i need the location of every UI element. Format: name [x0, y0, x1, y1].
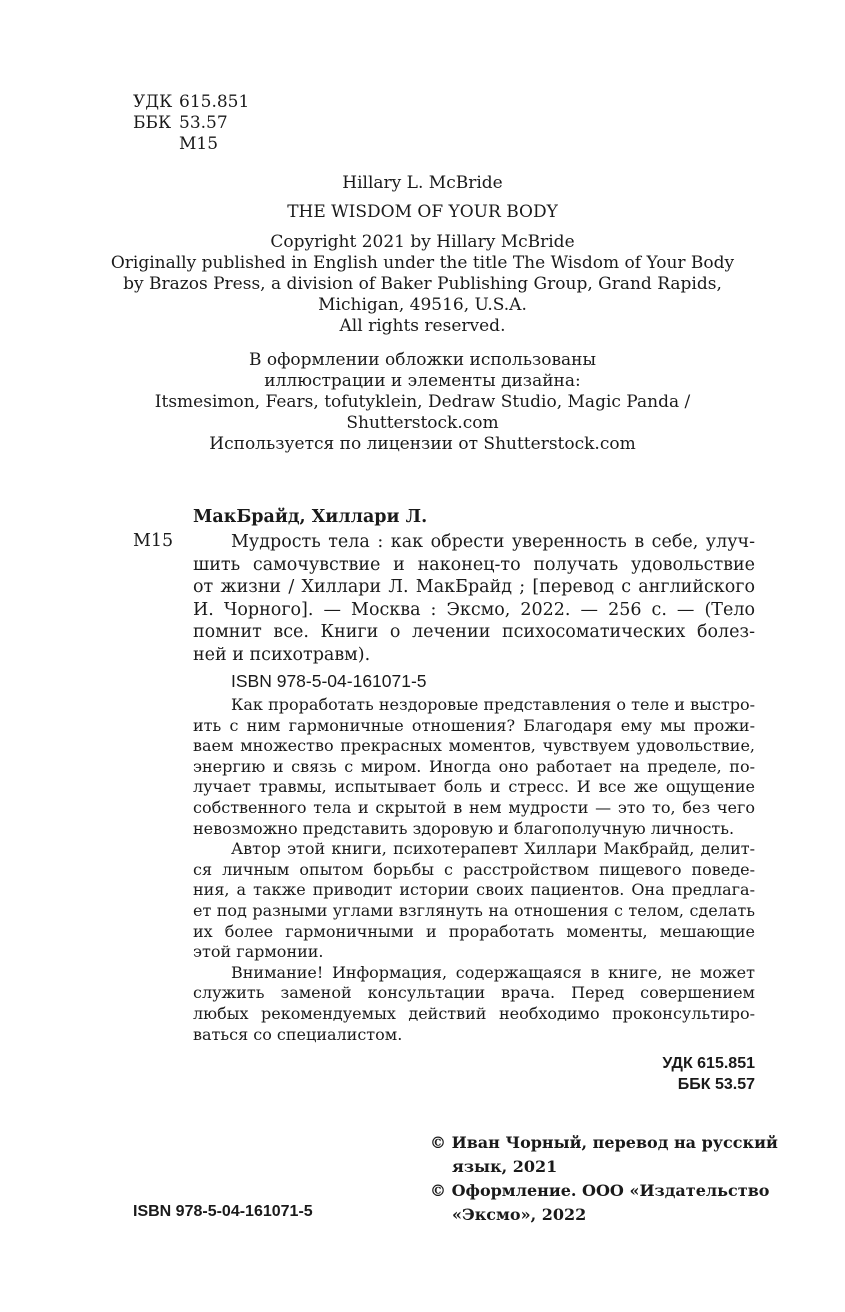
annotation-line: ся личным опытом борьбы с расстройством пищевого поведе-	[193, 859, 755, 879]
description-line: Мудрость тела : как обрести уверенность в себе, улуч-	[231, 532, 755, 552]
copyright-line: Michigan, 49516, U.S.A.	[318, 295, 527, 315]
annotation-line: ваем множество прекрасных моментов, чувствуем удовольствие,	[193, 736, 755, 756]
annotation-line: ния, а также приводит истории своих пациентов. Она предлага-	[193, 880, 755, 900]
udk-row	[133, 92, 249, 113]
bbk-value: 53.57	[179, 113, 228, 133]
credit-line: В оформлении обложки использованы	[248, 350, 597, 370]
bbk-label: ББК	[133, 113, 172, 133]
description-line: ней и психотравм).	[193, 644, 371, 665]
annotation-line: Как проработать нездоровые представления о теле и выстро-	[231, 695, 755, 714]
udk-value: 615.851	[179, 92, 250, 112]
design-copyright-line2: «Эксмо», 2022	[452, 1205, 587, 1224]
annotation-line: собственного тела и скрытой в нем мудрости — это то, без чего	[193, 797, 755, 817]
design-copyright-line1: © Оформление. ООО «Издательство	[430, 1181, 770, 1200]
description-line: шить самочувствие и наконец-то получать удовольствие	[193, 554, 755, 575]
copyright-line: All rights reserved.	[339, 316, 506, 336]
author-sign-row	[133, 134, 249, 155]
annotation-line: этой гармонии.	[193, 942, 324, 962]
annotation-line: энергию и связь с миром. Иногда оно работает на пределе, по-	[193, 756, 755, 776]
credit-line: Itsmesimon, Fears, tofutyklein, Dedraw Studio, Magic Panda /	[154, 392, 691, 412]
original-author: Hillary L. McBride	[342, 173, 503, 193]
annotation-line: Внимание! Информация, содержащаяся в книге, не может	[231, 962, 755, 982]
annotation-line: ваться со специалистом.	[193, 1024, 403, 1044]
udk-code: УДК 615.851	[662, 1055, 755, 1072]
copyright-line: Originally published in English under the title The Wisdom of Your Body	[110, 253, 735, 273]
annotation-line: любых рекомендуемых действий необходимо проконсультиро-	[193, 1003, 755, 1023]
card-index: М15	[133, 531, 174, 551]
card-isbn: ISBN 978-5-04-161071-5	[231, 671, 427, 691]
udk-label: УДК	[133, 92, 173, 112]
bbk-row	[133, 113, 249, 134]
original-copyright	[100, 232, 745, 337]
annotation	[193, 695, 755, 1045]
translation-copyright-line2: язык, 2021	[452, 1157, 558, 1176]
translation-copyright-line1: © Иван Чорный, перевод на русский	[430, 1133, 778, 1152]
card-description	[193, 531, 755, 666]
annotation-line: их более гармоничными и проработать моменты, мешающие	[193, 921, 755, 941]
cover-credits	[100, 350, 745, 455]
annotation-line: служить заменой консультации врача. Перед совершением	[193, 983, 755, 1003]
copyright-line: Copyright 2021 by Hillary McBride	[270, 232, 575, 252]
annotation-line: ить с ним гармоничные отношения? Благодаря ему мы прожи-	[193, 715, 755, 735]
bbk-code: ББК 53.57	[677, 1076, 755, 1093]
annotation-line: невозможно представить здоровую и благополучную личность.	[193, 818, 735, 838]
description-line: И. Чорного]. — Москва : Эксмо, 2022. — 256 с. — (Тело	[193, 599, 755, 620]
credit-line: Используется по лицензии от Shutterstock.com	[209, 434, 636, 454]
credit-line: иллюстрации и элементы дизайна:	[264, 371, 581, 391]
description-line: от жизни / Хиллари Л. МакБрайд ; [перевод с английского	[193, 577, 755, 597]
annotation-line: Автор этой книги, психотерапевт Хиллари Макбрайд, делит-	[231, 839, 755, 859]
author-sign: М15	[179, 134, 219, 154]
classification-block	[133, 92, 249, 155]
original-title: THE WISDOM OF YOUR BODY	[287, 202, 558, 222]
description-line: помнит все. Книги о лечении психосоматических болез-	[193, 622, 755, 642]
isbn-bottom: ISBN 978-5-04-161071-5	[133, 1203, 313, 1220]
copyrights	[430, 1131, 778, 1227]
card-author-heading: МакБрайд, Хиллари Л.	[193, 507, 428, 527]
credit-line: Shutterstock.com	[346, 413, 499, 433]
annotation-line: ет под разными углами взглянуть на отношения с телом, сделать	[193, 900, 755, 920]
copyright-line: by Brazos Press, a division of Baker Publishing Group, Grand Rapids,	[123, 274, 722, 294]
annotation-line: лучает травмы, испытывает боль и стресс. И все же ощущение	[193, 777, 755, 797]
